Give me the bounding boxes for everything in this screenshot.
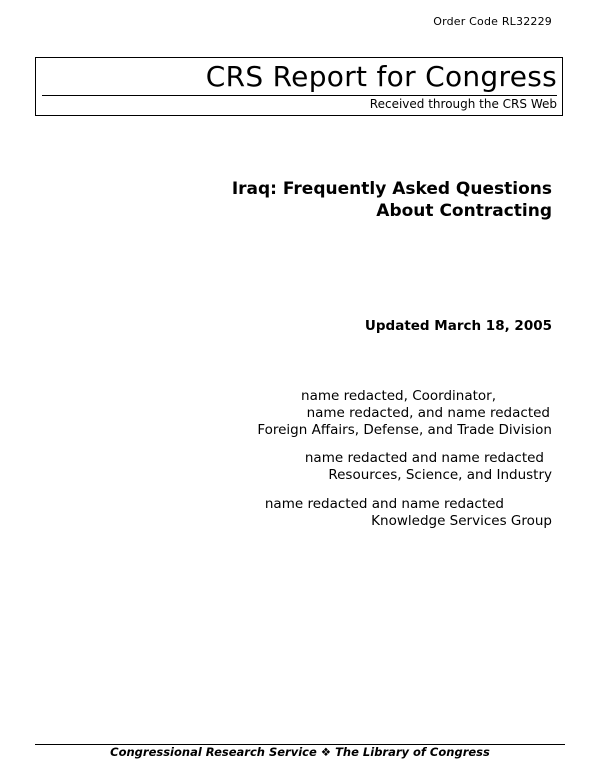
footer-text: Congressional Research Service ❖ The Library of Congress — [110, 745, 490, 759]
report-title-line-1: Iraq: Frequently Asked Questions — [231, 179, 552, 199]
author-line: name redacted, and name redacted — [306, 405, 550, 421]
author-line: name redacted and name redacted — [304, 450, 544, 466]
author-group-3 — [265, 496, 552, 530]
updated-date: Updated March 18, 2005 — [364, 318, 552, 334]
header-divider — [42, 95, 557, 96]
header-subtitle: Received through the CRS Web — [369, 97, 557, 111]
report-title — [232, 178, 552, 222]
author-line: name redacted, Coordinator, — [301, 388, 496, 404]
author-group-2 — [305, 450, 552, 484]
author-group-1 — [257, 388, 552, 439]
author-line: name redacted and name redacted — [264, 496, 504, 512]
order-code: Order Code RL32229 — [433, 15, 552, 28]
division-line: Foreign Affairs, Defense, and Trade Division — [257, 422, 552, 438]
division-line: Resources, Science, and Industry — [328, 467, 552, 483]
report-title-line-2: About Contracting — [376, 201, 552, 221]
header-title: CRS Report for Congress — [205, 60, 557, 93]
division-line: Knowledge Services Group — [371, 513, 552, 529]
